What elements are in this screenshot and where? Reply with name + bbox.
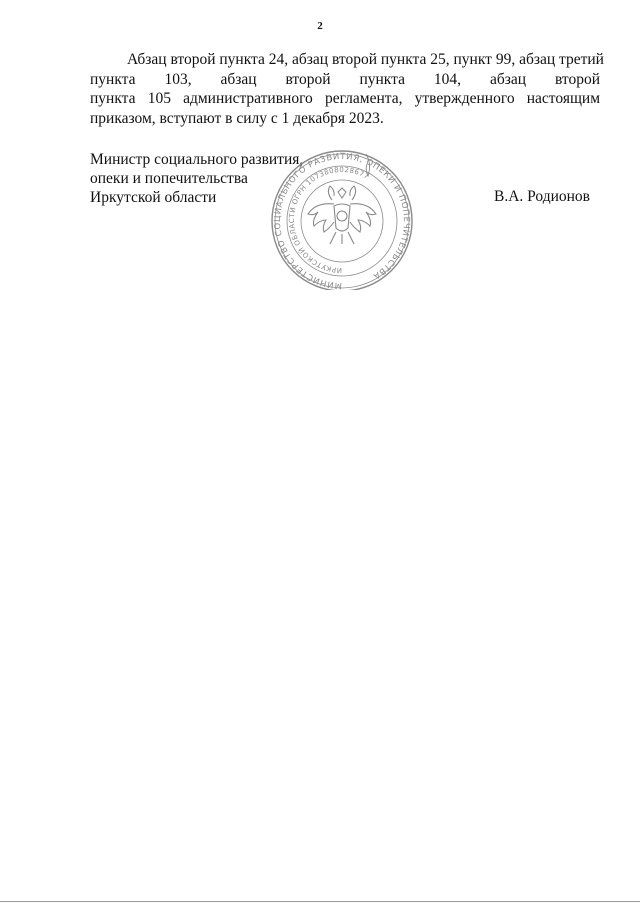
page-bottom-edge [0,901,640,902]
seal-inner-text: ИРКУТСКОЙ ОБЛАСТИ ОГРН 1073808028677 [287,165,371,275]
seal-outer-text: МИНИСТЕРСТВО СОЦИАЛЬНОГО РАЗВИТИЯ, ОПЕКИ И ПОПЕЧИТЕЛЬСТВА [272,151,412,290]
word: второй [285,70,331,88]
signer-position-line: опеки и попечительства [90,170,248,187]
word: 104, [433,70,462,88]
word: пункта [90,70,136,88]
word: настоящим [526,90,600,107]
paragraph-line-3 [90,89,600,109]
word: абзац [220,70,257,88]
official-seal-icon [262,150,422,290]
coat-of-arms-icon [308,186,376,244]
paragraph-line-2 [90,70,600,90]
signer-name: В.А. Родионов [494,188,590,205]
word: 103, [164,70,192,88]
paragraph-line-4: приказом, вступают в силу с 1 декабря 2023. [90,109,384,127]
page-number: 2 [317,20,323,32]
word: утвержденного [414,90,515,107]
word: административного [183,90,313,107]
word: абзац [489,70,527,88]
word: пункта [359,70,405,88]
word: регламента, [324,90,403,107]
signer-position-line: Иркутской области [90,189,217,206]
word: второй [554,70,600,88]
body-paragraph [90,50,604,128]
word: пункта [90,90,136,107]
paragraph-line-1: Абзац второй пункта 24, абзац второй пункта 25, пункт 99, абзац третий [127,51,604,68]
signer-position-line: Министр социального развития, [90,151,304,168]
word: 105 [147,90,171,107]
